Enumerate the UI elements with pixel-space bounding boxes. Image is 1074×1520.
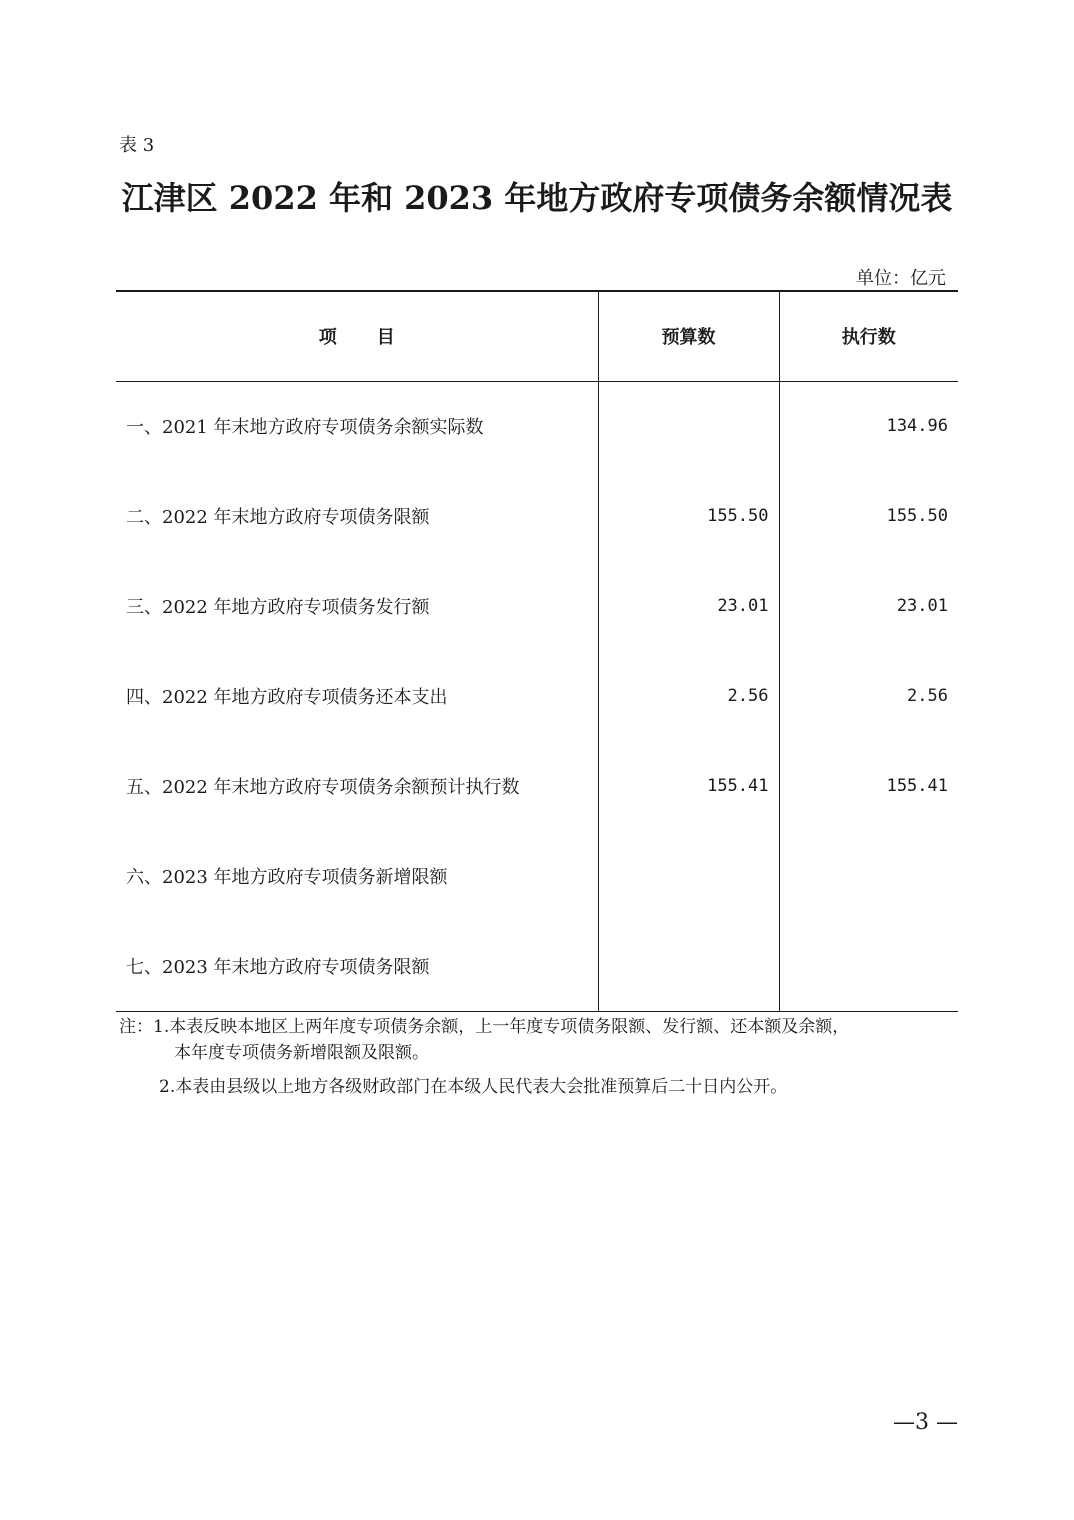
row-item: 一、2021 年末地方政府专项债务余额实际数 bbox=[126, 417, 484, 439]
debt-table-container bbox=[116, 290, 958, 1012]
table-row bbox=[116, 741, 958, 831]
row-item: 四、2022 年地方政府专项债务还本支出 bbox=[126, 687, 448, 708]
row-execution bbox=[779, 831, 958, 921]
row-execution: 155.41 bbox=[779, 741, 958, 831]
row-execution: 134.96 bbox=[779, 381, 958, 471]
row-budget: 2.56 bbox=[598, 651, 779, 741]
note-line-2: 本年度专项债务新增限额及限额。 bbox=[174, 1043, 429, 1063]
row-budget: 155.41 bbox=[598, 741, 779, 831]
page-number: —3 — bbox=[893, 1410, 958, 1435]
row-item: 五、2022 年末地方政府专项债务余额预计执行数 bbox=[126, 777, 520, 798]
row-item: 六、2023 年地方政府专项债务新增限额 bbox=[126, 867, 448, 888]
row-execution: 155.50 bbox=[779, 471, 958, 561]
row-budget: 23.01 bbox=[598, 561, 779, 651]
row-execution bbox=[779, 921, 958, 1011]
note-line-1: 注：1.本表反映本地区上两年度专项债务余额，上一年度专项债务限额、发行额、还本额及余额， bbox=[119, 1017, 850, 1037]
table-row bbox=[116, 831, 958, 921]
row-execution: 2.56 bbox=[779, 651, 958, 741]
row-item: 三、2022 年地方政府专项债务发行额 bbox=[126, 597, 430, 618]
row-budget bbox=[598, 831, 779, 921]
table-row bbox=[116, 921, 958, 1011]
unit-label: 单位：亿元 bbox=[856, 268, 946, 289]
row-execution: 23.01 bbox=[779, 561, 958, 651]
row-budget: 155.50 bbox=[598, 471, 779, 561]
header-budget: 预算数 bbox=[598, 291, 779, 381]
page-title: 江津区 2022 年和 2023 年地方政府专项债务余额情况表 bbox=[121, 179, 953, 217]
table-notes bbox=[119, 1014, 964, 1100]
header-item: 项目 bbox=[116, 291, 598, 381]
table-row bbox=[116, 561, 958, 651]
row-budget bbox=[598, 381, 779, 471]
header-execution: 执行数 bbox=[779, 291, 958, 381]
table-header-row bbox=[116, 291, 958, 381]
table-label: 表 3 bbox=[119, 135, 155, 156]
table-row bbox=[116, 381, 958, 471]
debt-balance-table bbox=[116, 290, 958, 1012]
row-item: 七、2023 年末地方政府专项债务限额 bbox=[116, 921, 598, 1011]
row-item: 二、2022 年末地方政府专项债务限额 bbox=[126, 507, 430, 528]
note-line-3: 2.本表由县级以上地方各级财政部门在本级人民代表大会批准预算后二十日内公开。 bbox=[159, 1077, 788, 1097]
table-row bbox=[116, 471, 958, 561]
row-budget bbox=[598, 921, 779, 1011]
table-row bbox=[116, 651, 958, 741]
